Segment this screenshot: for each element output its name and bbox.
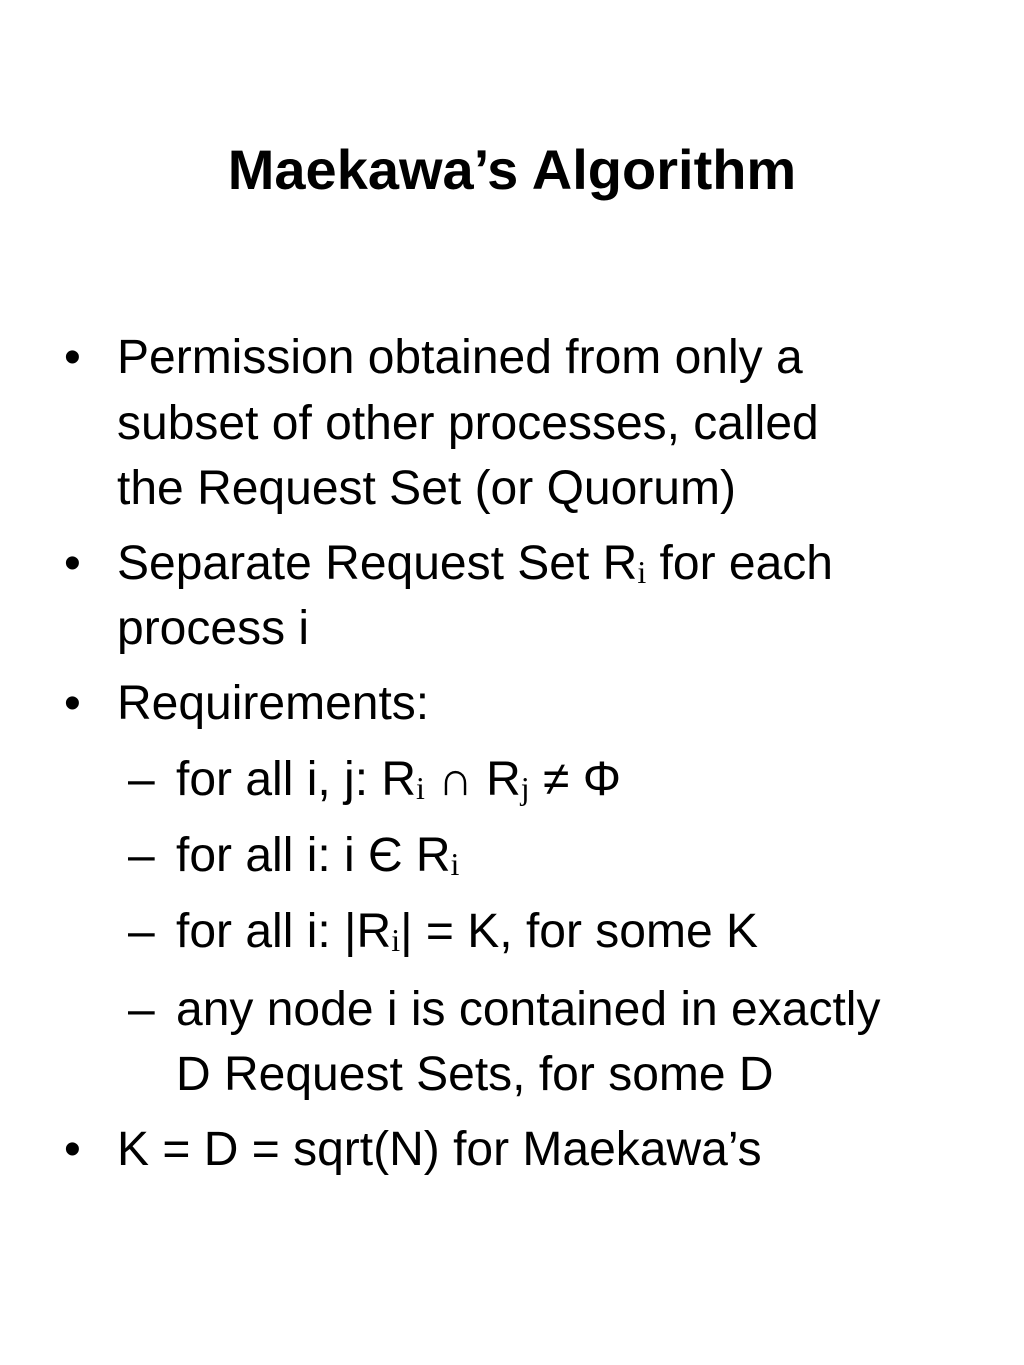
bullet-marker: • <box>64 331 81 384</box>
bullet-2-prefix: Separate Request Set R <box>117 537 638 590</box>
requirement-2-subscript: i <box>450 846 460 882</box>
requirement-2-part-1: for all i: i Є R <box>176 829 451 882</box>
bullet-1-line-1: Permission obtained from only a <box>117 331 803 384</box>
requirement-3-part-1: for all i: |R <box>176 905 392 958</box>
requirement-1-subscript-2: j <box>520 770 530 806</box>
bullet-1-line-3: the Request Set (or Quorum) <box>117 462 736 515</box>
bullet-marker: • <box>64 677 81 730</box>
bullet-4-text: K = D = sqrt(N) for Maekawa’s <box>117 1123 762 1176</box>
dash-marker: – <box>128 829 155 882</box>
bullet-marker: • <box>64 1123 81 1176</box>
bullet-2-suffix: for each <box>646 537 833 590</box>
dash-marker: – <box>128 905 155 958</box>
bullet-2-subscript: i <box>637 554 647 590</box>
bullet-3-text: Requirements: <box>117 677 430 730</box>
bullet-2-line-1 <box>117 532 833 604</box>
requirement-1-part-2: ∩ R <box>424 753 521 806</box>
requirement-1-subscript-1: i <box>416 770 425 806</box>
bullet-2-line-2: process i <box>117 602 310 655</box>
dash-marker: – <box>128 983 155 1036</box>
slide-title: Maekawa’s Algorithm <box>227 138 797 201</box>
requirement-2 <box>176 824 459 896</box>
dash-marker: – <box>128 753 155 806</box>
requirement-4-line-2: D Request Sets, for some D <box>176 1048 774 1101</box>
bullet-marker: • <box>64 537 81 590</box>
bullet-1-line-2: subset of other processes, called <box>117 397 819 450</box>
requirement-4-line-1: any node i is contained in exactly <box>176 983 881 1036</box>
requirement-1-part-3: ≠ Φ <box>529 753 621 806</box>
requirement-1-part-1: for all i, j: R <box>176 753 417 806</box>
requirement-3-part-2: | = K, for some K <box>400 905 759 958</box>
requirement-3 <box>176 900 758 972</box>
requirement-3-subscript: i <box>391 922 401 958</box>
requirement-1 <box>176 748 621 820</box>
